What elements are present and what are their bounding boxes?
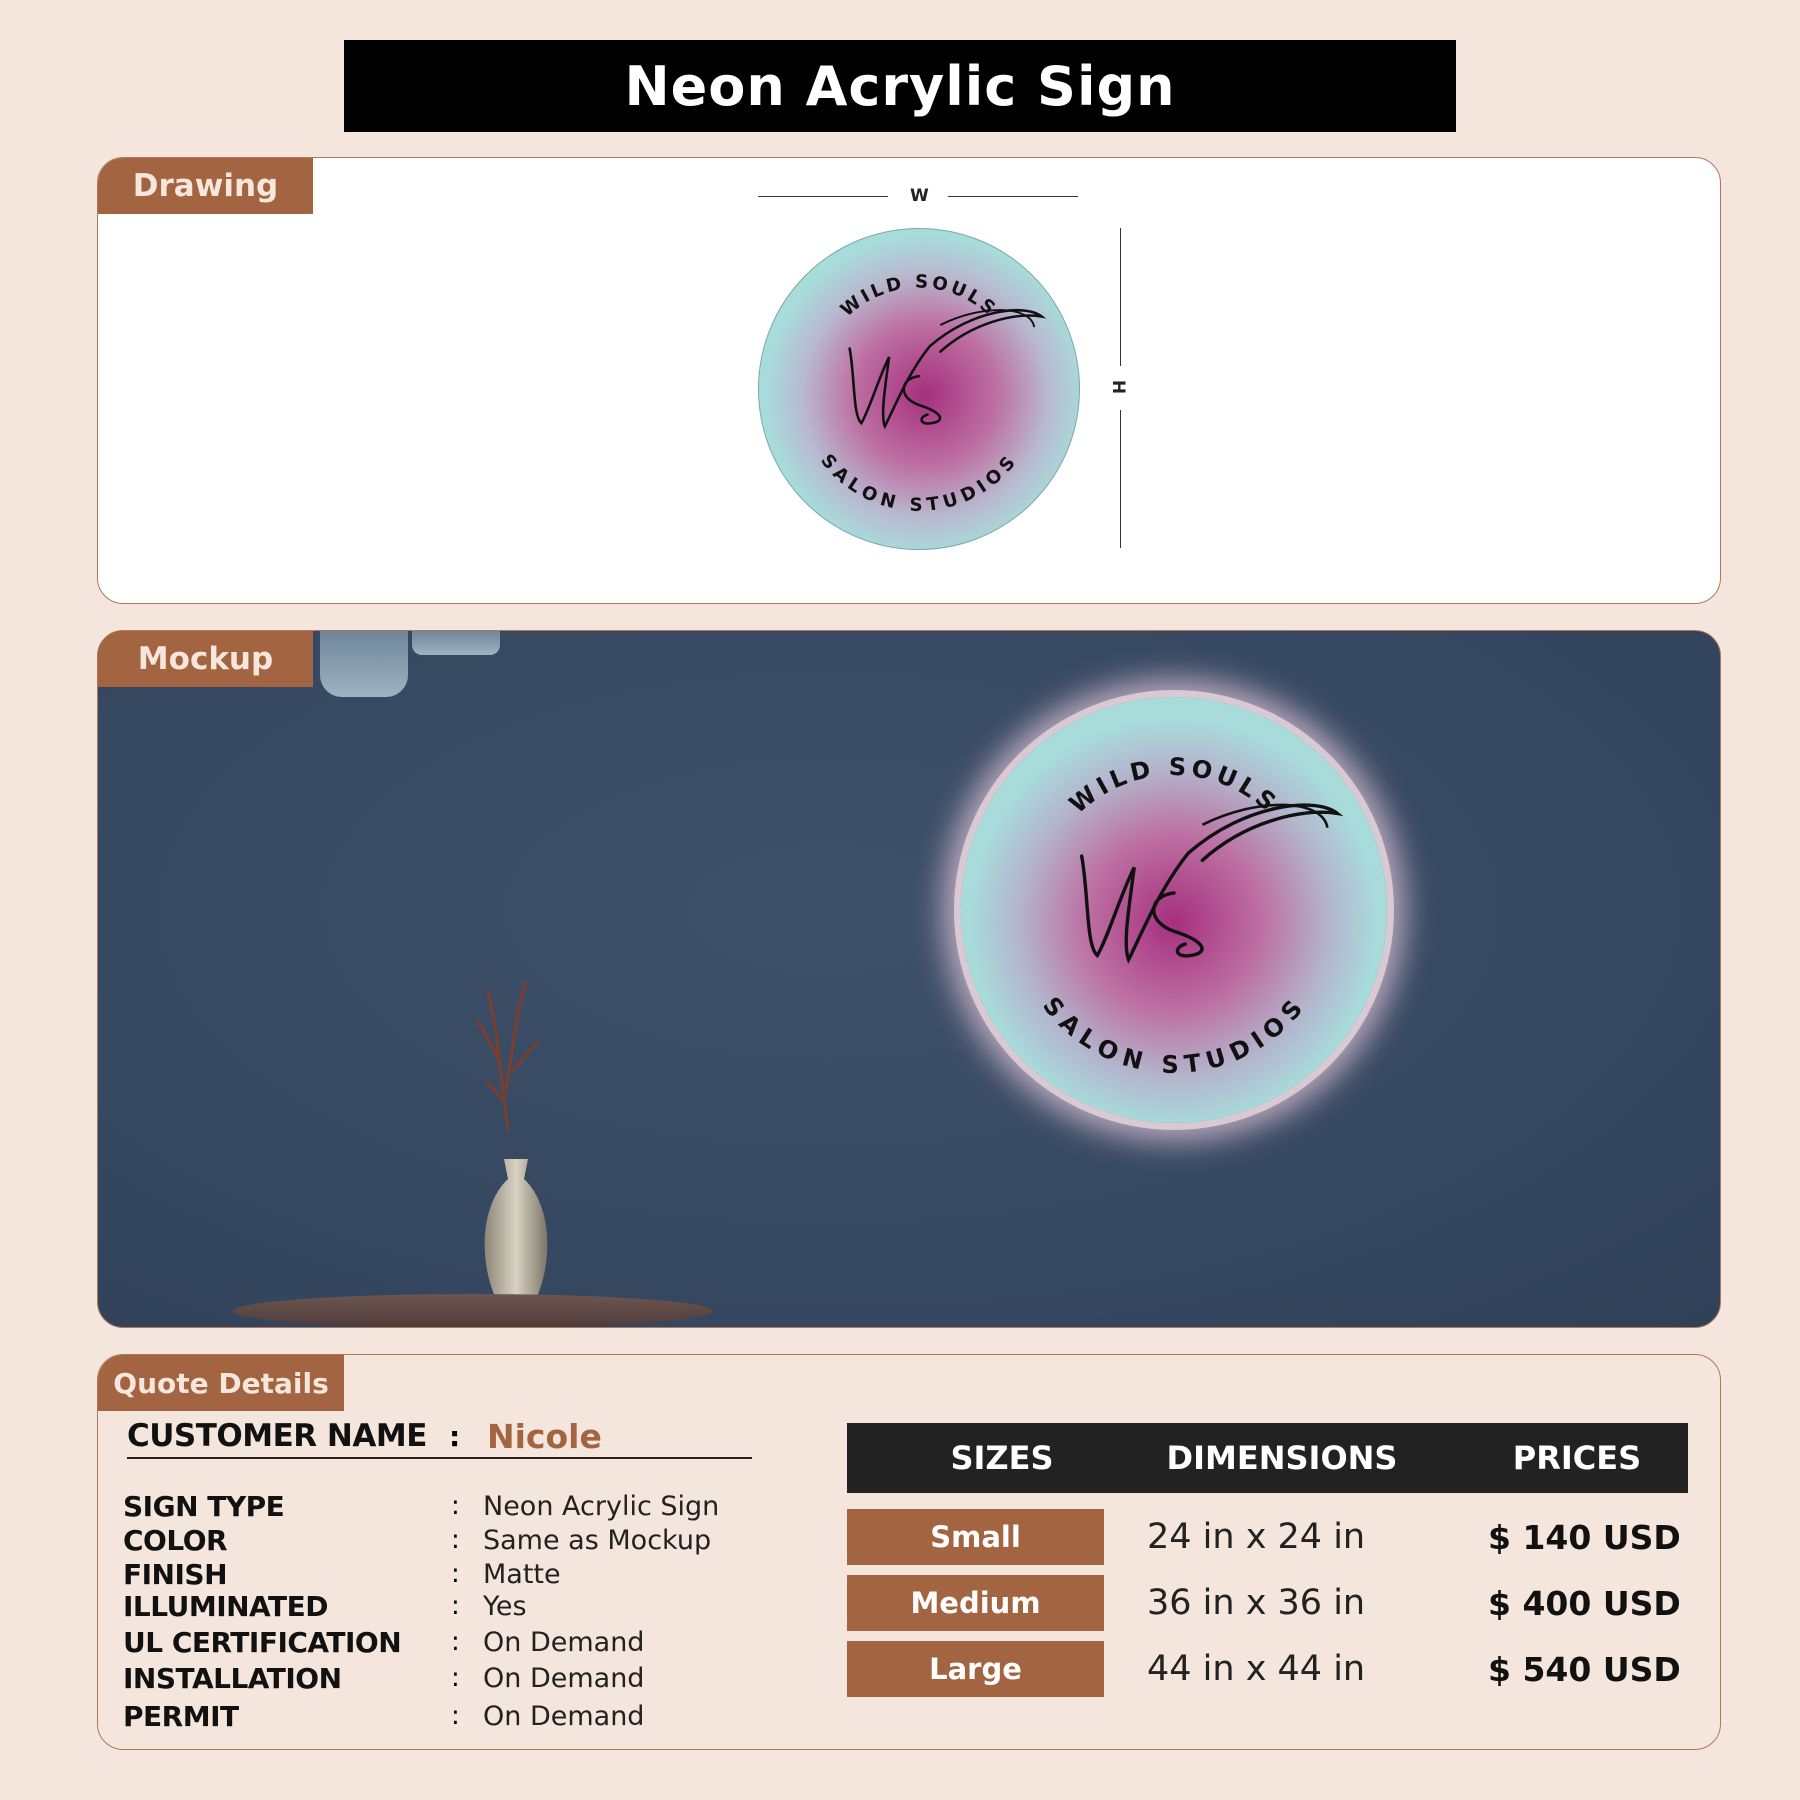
size-dimensions: 36 in x 36 in (1147, 1583, 1366, 1623)
header-prices: PRICES (1512, 1439, 1642, 1477)
price-table-header (847, 1423, 1688, 1493)
spec-illuminated (123, 1589, 743, 1623)
mockup-panel (97, 630, 1721, 1328)
spec-value: Yes (483, 1590, 527, 1622)
shelf-decor (233, 1294, 713, 1328)
spec-separator: : (451, 1701, 460, 1731)
drawing-panel (97, 157, 1721, 604)
spec-color (123, 1523, 743, 1557)
spec-value: Same as Mockup (483, 1524, 712, 1556)
spec-value: Neon Acrylic Sign (483, 1490, 720, 1522)
table-row (847, 1575, 1688, 1631)
height-dimension (1106, 228, 1136, 548)
spec-separator: : (451, 1627, 460, 1657)
spec-label: FINISH (123, 1557, 227, 1591)
table-row (847, 1509, 1688, 1565)
mockup-tab: Mockup (98, 631, 313, 687)
header-dimensions: DIMENSIONS (1166, 1439, 1398, 1477)
size-dimensions: 24 in x 24 in (1147, 1517, 1366, 1557)
spec-separator: : (451, 1663, 460, 1693)
svg-text:WILD SOULS (837, 271, 1002, 321)
width-dimension (758, 182, 1078, 212)
spec-label: COLOR (123, 1523, 228, 1557)
spec-value: On Demand (483, 1626, 645, 1658)
customer-separator: : (449, 1419, 461, 1453)
drawing-sign (758, 228, 1080, 550)
spec-separator: : (451, 1591, 460, 1621)
pendant-lamp-right (412, 631, 500, 655)
monogram-ws (850, 310, 1042, 426)
size-dimensions: 44 in x 44 in (1147, 1649, 1366, 1689)
mockup-sign-logo (961, 697, 1387, 1123)
page-title: Neon Acrylic Sign (344, 40, 1456, 132)
svg-text:SALON STUDIOS (1037, 991, 1310, 1078)
spec-finish (123, 1557, 743, 1591)
size-price: $ 540 USD (1488, 1649, 1681, 1689)
spec-value: On Demand (483, 1662, 645, 1694)
size-price: $ 140 USD (1488, 1517, 1681, 1557)
size-price: $ 400 USD (1488, 1583, 1681, 1623)
spec-label: ILLUMINATED (123, 1589, 329, 1623)
spec-sign-type (123, 1489, 743, 1523)
spec-separator: : (451, 1491, 460, 1521)
spec-permit (123, 1699, 743, 1733)
customer-name: Nicole (487, 1416, 602, 1456)
sign-text-bottom: SALON STUDIOS (816, 450, 1022, 516)
mockup-sign-text-bottom: SALON STUDIOS (1037, 991, 1311, 1079)
mockup-sign (961, 697, 1387, 1123)
quote-tab: Quote Details (98, 1355, 344, 1411)
vase-decor (476, 1159, 556, 1314)
table-row (847, 1641, 1688, 1697)
sign-text-top: WILD SOULS (836, 271, 1002, 322)
drawing-tab: Drawing (98, 158, 313, 214)
width-letter: W (910, 186, 929, 206)
header-sizes: SIZES (950, 1439, 1054, 1477)
size-badge: Small (847, 1509, 1104, 1565)
pendant-lamp-left (320, 631, 408, 697)
mockup-sign-text-top: WILD SOULS (1064, 752, 1285, 820)
spec-label: PERMIT (123, 1699, 239, 1733)
height-letter: H (1108, 379, 1129, 395)
spec-separator: : (451, 1525, 460, 1555)
customer-label: CUSTOMER NAME (127, 1418, 427, 1454)
size-badge: Large (847, 1641, 1104, 1697)
spec-value: Matte (483, 1558, 561, 1590)
mockup-monogram-ws (1082, 805, 1338, 960)
spec-installation (123, 1661, 743, 1695)
spec-label: SIGN TYPE (123, 1489, 285, 1523)
customer-row (127, 1415, 752, 1459)
spec-ul-certification (123, 1625, 743, 1659)
spec-label: UL CERTIFICATION (123, 1625, 402, 1659)
svg-text:SALON STUDIOS (816, 450, 1021, 515)
spec-label: INSTALLATION (123, 1661, 342, 1695)
spec-separator: : (451, 1559, 460, 1589)
spec-value: On Demand (483, 1700, 645, 1732)
sign-logo (759, 229, 1079, 549)
quote-panel (97, 1354, 1721, 1750)
size-badge: Medium (847, 1575, 1104, 1631)
